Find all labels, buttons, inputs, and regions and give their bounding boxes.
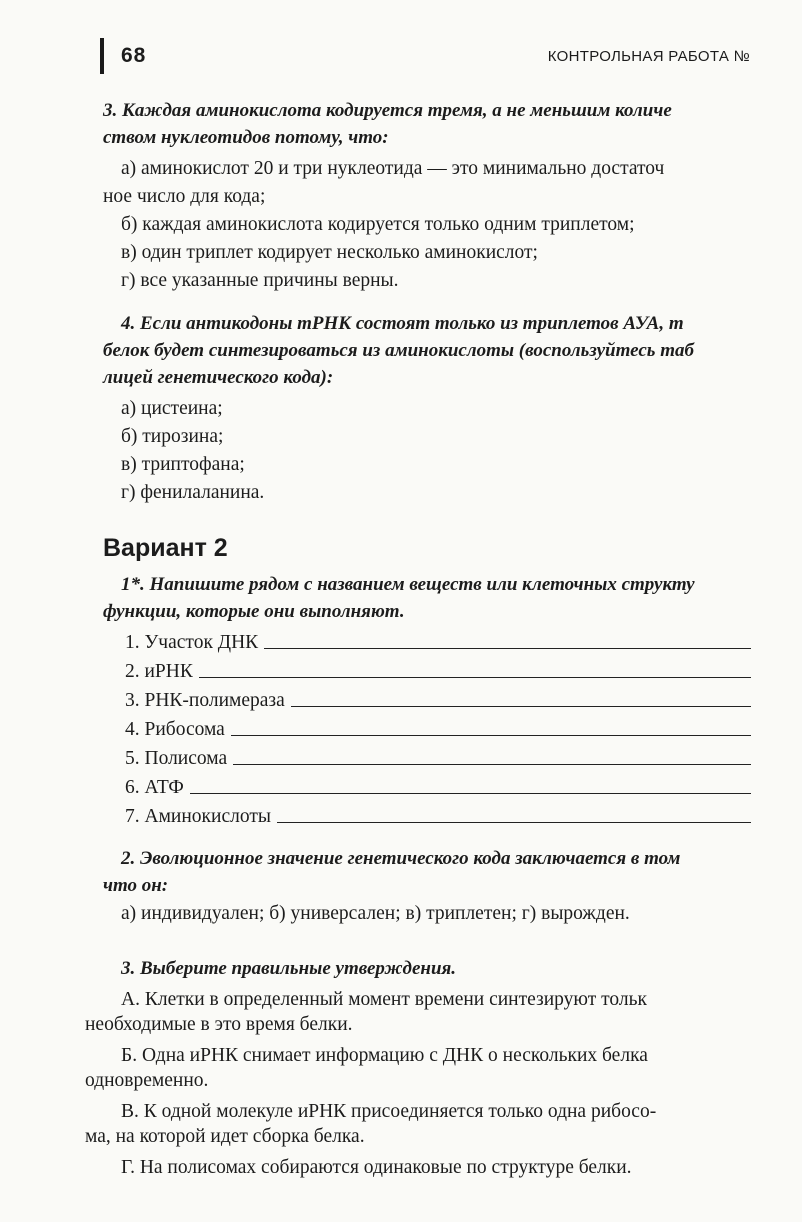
fill-row — [103, 712, 751, 741]
statement-line: необходимые в это время белки. — [85, 1014, 353, 1035]
fill-in-list — [103, 625, 751, 828]
option-line: г) фенилаланина. — [121, 482, 265, 503]
fill-row — [103, 654, 751, 683]
text-line: 4. Если антикодоны тРНК состоят только из триплетов АУА, т — [121, 313, 684, 334]
statement-line: ма, на которой идет сборка белка. — [85, 1126, 365, 1147]
fill-row — [103, 770, 751, 799]
v2-question-3-statements — [85, 987, 753, 1186]
text-line: 2. Эволюционное значение генетического кода заключается в том — [121, 848, 681, 869]
option-line: а) цистеина; — [121, 398, 223, 419]
fill-row — [103, 741, 751, 770]
statement — [85, 987, 753, 1037]
option-line: б) каждая аминокислота кодируется только одним триплетом; — [121, 214, 635, 235]
fill-label: 6. АТФ — [125, 777, 184, 798]
v2-question-2-text — [103, 845, 753, 899]
statement-line: Г. На полисомах собираются одинаковые по структуре белки. — [121, 1157, 632, 1178]
fill-label: 3. РНК-полимераза — [125, 690, 285, 711]
fill-row — [103, 625, 751, 654]
fill-row — [103, 799, 751, 828]
text-line: функции, которые они выполняют. — [103, 601, 405, 622]
fill-label: 7. Аминокислоты — [125, 806, 271, 827]
answer-line[interactable] — [264, 648, 751, 649]
v2-question-2-options — [121, 900, 771, 928]
question-4-text — [103, 310, 753, 391]
v2-question-3-title — [103, 955, 753, 982]
option-line: г) все указанные причины верны. — [121, 270, 399, 291]
text-line: белок будет синтезироваться из аминокислоты (воспользуйтесь таб — [103, 340, 694, 361]
text-line: ством нуклеотидов потому, что: — [103, 127, 389, 148]
statement — [85, 1043, 753, 1093]
statement — [85, 1099, 753, 1149]
statement-line: А. Клетки в определенный момент времени синтезируют тольк — [121, 989, 647, 1010]
option-line: а) аминокислот 20 и три нуклеотида — это минимально достаточ — [121, 158, 665, 179]
text-line: что он: — [103, 875, 169, 896]
option-line: ное число для кода; — [103, 186, 266, 207]
question-3-text — [103, 97, 753, 151]
option-line: а) индивидуален; б) универсален; в) триплетен; г) вырожден. — [121, 903, 630, 924]
fill-label: 4. Рибосома — [125, 719, 225, 740]
option-line: в) один триплет кодирует несколько аминокислот; — [121, 242, 538, 263]
answer-line[interactable] — [291, 706, 751, 707]
fill-label: 2. иРНК — [125, 661, 193, 682]
statement-line: В. К одной молекуле иРНК присоединяется только одна рибосо- — [121, 1101, 657, 1122]
answer-line[interactable] — [199, 677, 751, 678]
answer-line[interactable] — [233, 764, 751, 765]
option-line: в) триптофана; — [121, 454, 245, 475]
text-line: 1*. Напишите рядом с названием веществ или клеточных структу — [121, 574, 695, 595]
answer-line[interactable] — [231, 735, 751, 736]
statement-line: одновременно. — [85, 1070, 209, 1091]
statement — [103, 1155, 753, 1180]
question-3-options — [103, 155, 753, 295]
running-head: КОНТРОЛЬНАЯ РАБОТА № — [547, 48, 750, 65]
text-line: лицей генетического кода): — [103, 367, 334, 388]
fill-label: 1. Участок ДНК — [125, 632, 259, 653]
fill-label: 5. Полисома — [125, 748, 228, 769]
v2-question-1-text — [103, 571, 753, 625]
question-4-options — [121, 395, 771, 507]
statement-line: Б. Одна иРНК снимает информацию с ДНК о нескольких белка — [121, 1045, 648, 1066]
page-number: 68 — [121, 44, 147, 67]
text-line: 3. Выберите правильные утверждения. — [121, 958, 457, 979]
option-line: б) тирозина; — [121, 426, 224, 447]
text-line: 3. Каждая аминокислота кодируется тремя, а не меньшим количе — [103, 100, 672, 121]
answer-line[interactable] — [190, 793, 751, 794]
fill-row — [103, 683, 751, 712]
header-rule — [100, 38, 104, 74]
answer-line[interactable] — [277, 822, 751, 823]
variant-heading: Вариант 2 — [103, 534, 228, 562]
